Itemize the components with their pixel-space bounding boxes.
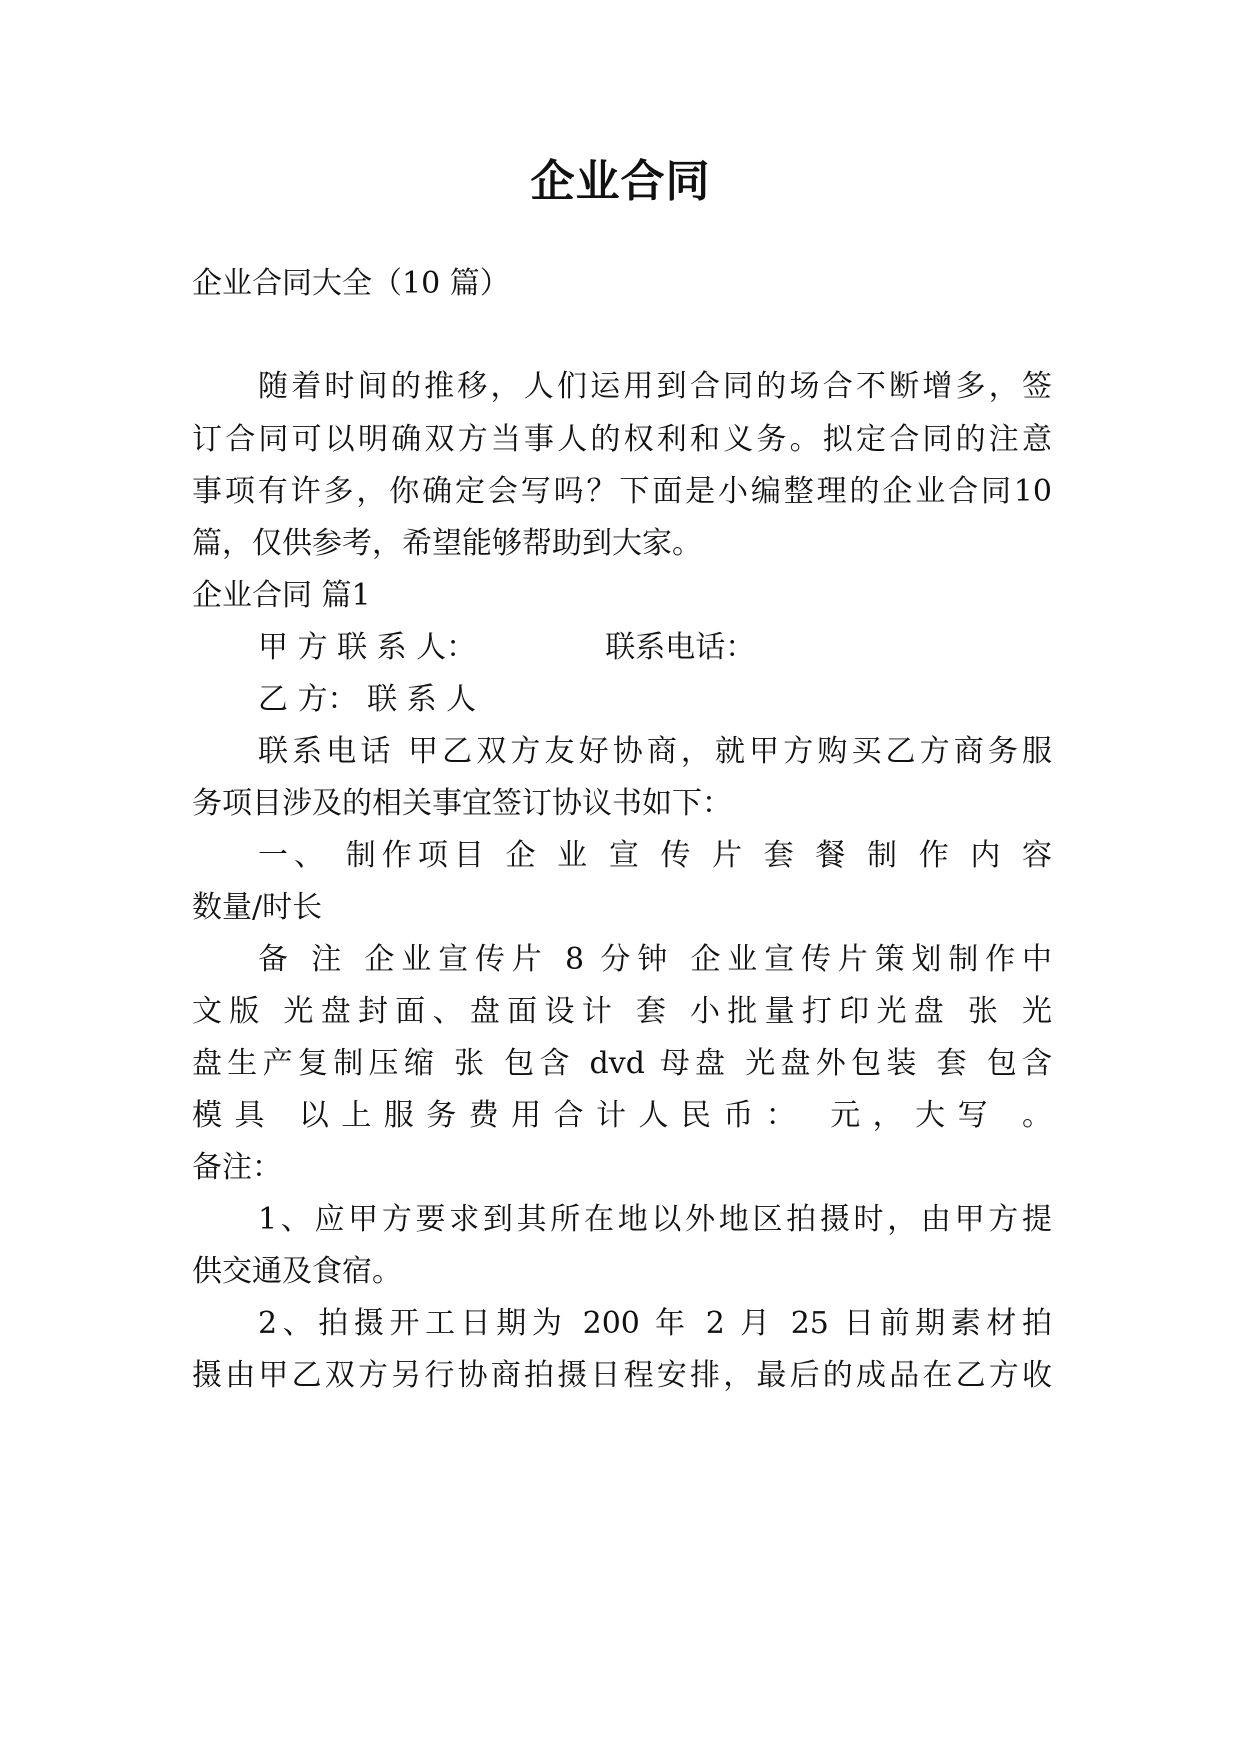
intro-line-4: 篇，仅供参考，希望能够帮助到大家。 [192, 526, 702, 561]
intro-line-3: 事项有许多，你确定会写吗？下面是小编整理的企业合同10 [192, 474, 1052, 509]
remarks-block-line-2: 文版 光盘封面、盘面设计 套 小批量打印光盘 张 光 [192, 994, 1052, 1029]
party-a-phone-label: 联系电话： [605, 630, 756, 665]
party-a-row [258, 628, 1052, 668]
item1-line-2: 数量/时长 [192, 890, 323, 925]
note2-line-2: 摄由甲乙双方另行协商拍摄日程安排，最后的成品在乙方收 [192, 1358, 1052, 1393]
party-a-label: 甲 方 联 系 人： [258, 630, 477, 665]
remarks-block-line-1: 备 注 企业宣传片 8 分钟 企业宣传片策划制作中 [258, 942, 1052, 977]
remarks-label: 备注： [192, 1150, 282, 1185]
document-title: 企业合同 [530, 156, 711, 207]
note2-line-1: 2、拍摄开工日期为 200 年 2 月 25 日前期素材拍 [258, 1306, 1052, 1341]
document-subtitle: 企业合同大全（10 篇） [192, 266, 510, 301]
intro-line-2: 订合同可以明确双方当事人的权利和义务。拟定合同的注意 [192, 422, 1052, 457]
agreement-line-2: 务项目涉及的相关事宜签订协议书如下： [192, 786, 732, 821]
section-heading: 企业合同 篇1 [192, 578, 371, 613]
party-b-row: 乙 方： 联 系 人 [258, 682, 477, 717]
intro-line-1: 随着时间的推移，人们运用到合同的场合不断增多，签 [258, 369, 1052, 404]
note1-line-1: 1、应甲方要求到其所在地以外地区拍摄时，由甲方提 [258, 1202, 1052, 1237]
remarks-block-line-4: 模具 以上服务费用合计人民币： 元，大写 。 [192, 1098, 1052, 1133]
remarks-block-line-3: 盘生产复制压缩 张 包含 dvd 母盘 光盘外包装 套 包含 [192, 1046, 1052, 1081]
item1-line-1: 一、 制作项目 企 业 宣 传 片 套 餐 制 作 内 容 [258, 838, 1052, 873]
note1-line-2: 供交通及食宿。 [192, 1254, 402, 1289]
agreement-line-1: 联系电话 甲乙双方友好协商，就甲方购买乙方商务服 [258, 734, 1052, 769]
